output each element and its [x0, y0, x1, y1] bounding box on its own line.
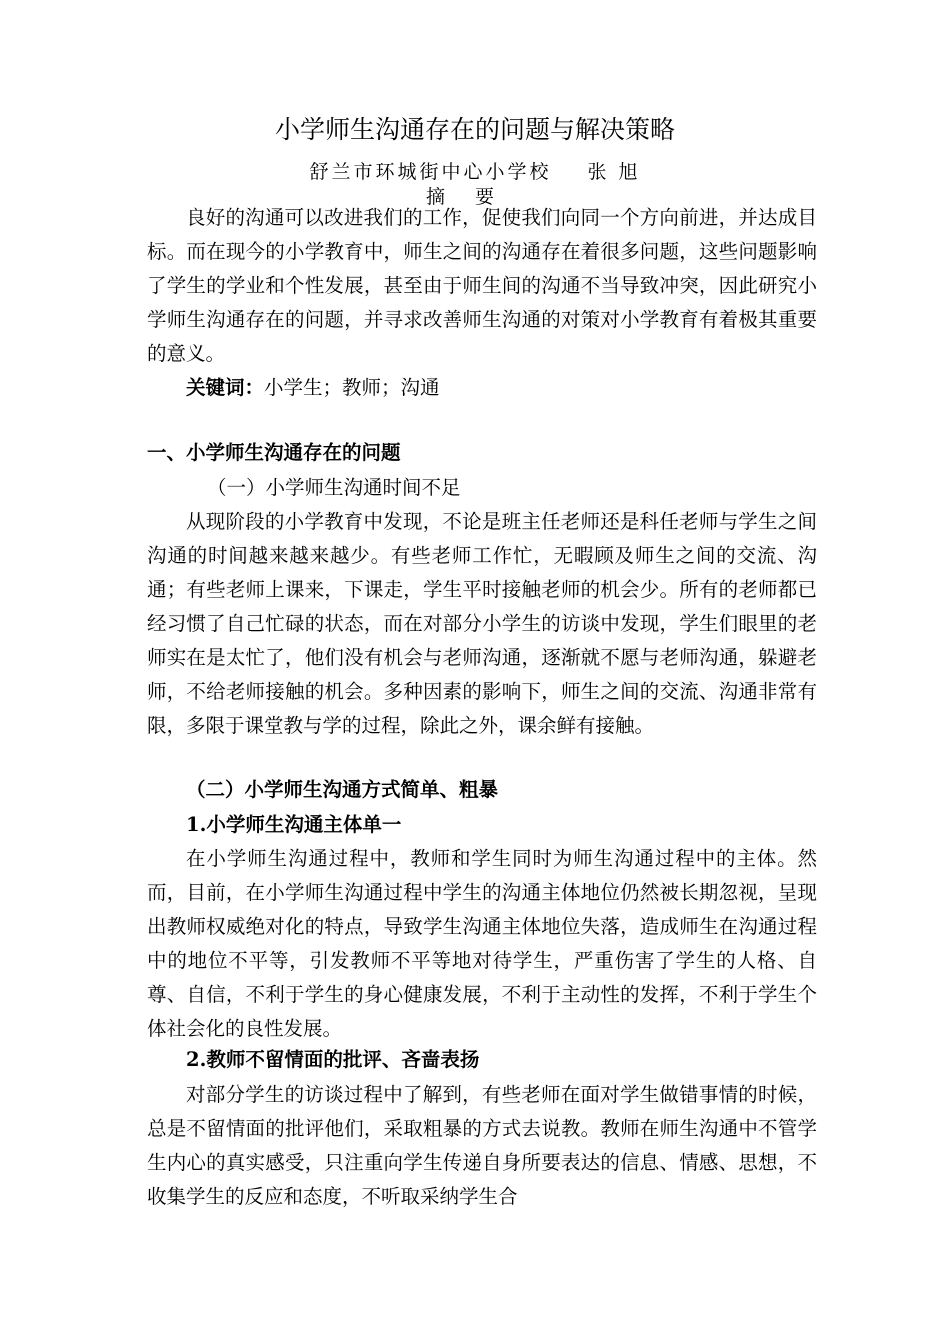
section-heading: 一、小学师生沟通存在的问题 — [147, 441, 401, 464]
subsection1-body — [147, 505, 817, 743]
author-name: 张 旭 — [587, 161, 641, 183]
author-line — [0, 158, 950, 186]
subsection-heading: （二）小学师生沟通方式简单、粗暴 — [186, 778, 499, 801]
abstract-body — [147, 201, 817, 371]
keywords-value: 小学生；教师；沟通 — [264, 376, 440, 399]
item2-body — [147, 1078, 817, 1214]
abstract-heading: 摘要 — [425, 186, 524, 208]
item-heading: 2.教师不留情面的批评、吝啬表扬 — [186, 1048, 480, 1071]
body-paragraph: 对部分学生的访谈过程中了解到，有些老师在面对学生做错事情的时候，总是不留情面的批评他们，采取粗暴的方式去说教。教师在师生沟通中不管学生内心的真实感受，只注重向学生传递自身所要表达的信息、情感、思想，不收集学生的反应和态度，不听取采纳学生合 — [147, 1083, 817, 1208]
keywords-label: 关键词： — [186, 376, 265, 399]
item-heading: 1.小学师生沟通主体单一 — [186, 813, 402, 836]
item1-body — [147, 842, 817, 1046]
keywords-line — [186, 371, 440, 405]
abstract-paragraph: 良好的沟通可以改进我们的工作，促使我们向同一个方向前进，并达成目标。而在现今的小学教育中，师生之间的沟通存在着很多问题，这些问题影响了学生的学业和个性发展，甚至由于师生间的沟通不当导致冲突，因此研究小学师生沟通存在的问题，并寻求改善师生沟通的对策对小学教育有着极其重要的意义。 — [147, 206, 817, 365]
body-paragraph: 在小学师生沟通过程中，教师和学生同时为师生沟通过程中的主体。然而，目前，在小学师生沟通过程中学生的沟通主体地位仍然被长期忽视，呈现出教师权威绝对化的特点，导致学生沟通主体地位失落，造成师生在沟通过程中的地位不平等，引发教师不平等地对待学生，严重伤害了学生的人格、自尊、自信，不利于学生的身心健康发展，不利于主动性的发挥，不利于学生个体社会化的良性发展。 — [147, 847, 817, 1040]
subsection-heading: （一）小学师生沟通时间不足 — [207, 476, 461, 499]
body-paragraph: 从现阶段的小学教育中发现，不论是班主任老师还是科任老师与学生之间沟通的时间越来越来越少。有些老师工作忙，无暇顾及师生之间的交流、沟通；有些老师上课来，下课走，学生平时接触老师的机会少。所有的老师都已经习惯了自己忙碌的状态，而在对部分小学生的访谈中发现，学生们眼里的老师实在是太忙了，他们没有机会与老师沟通，逐渐就不愿与老师沟通，躲避老师，不给老师接触的机会。多种因素的影响下，师生之间的交流、沟通非常有限，多限于课堂教与学的过程，除此之外，课余鲜有接触。 — [147, 510, 817, 737]
author-school: 舒兰市环城街中心小学校 — [309, 161, 552, 183]
document-title: 小学师生沟通存在的问题与解决策略 — [274, 115, 675, 144]
